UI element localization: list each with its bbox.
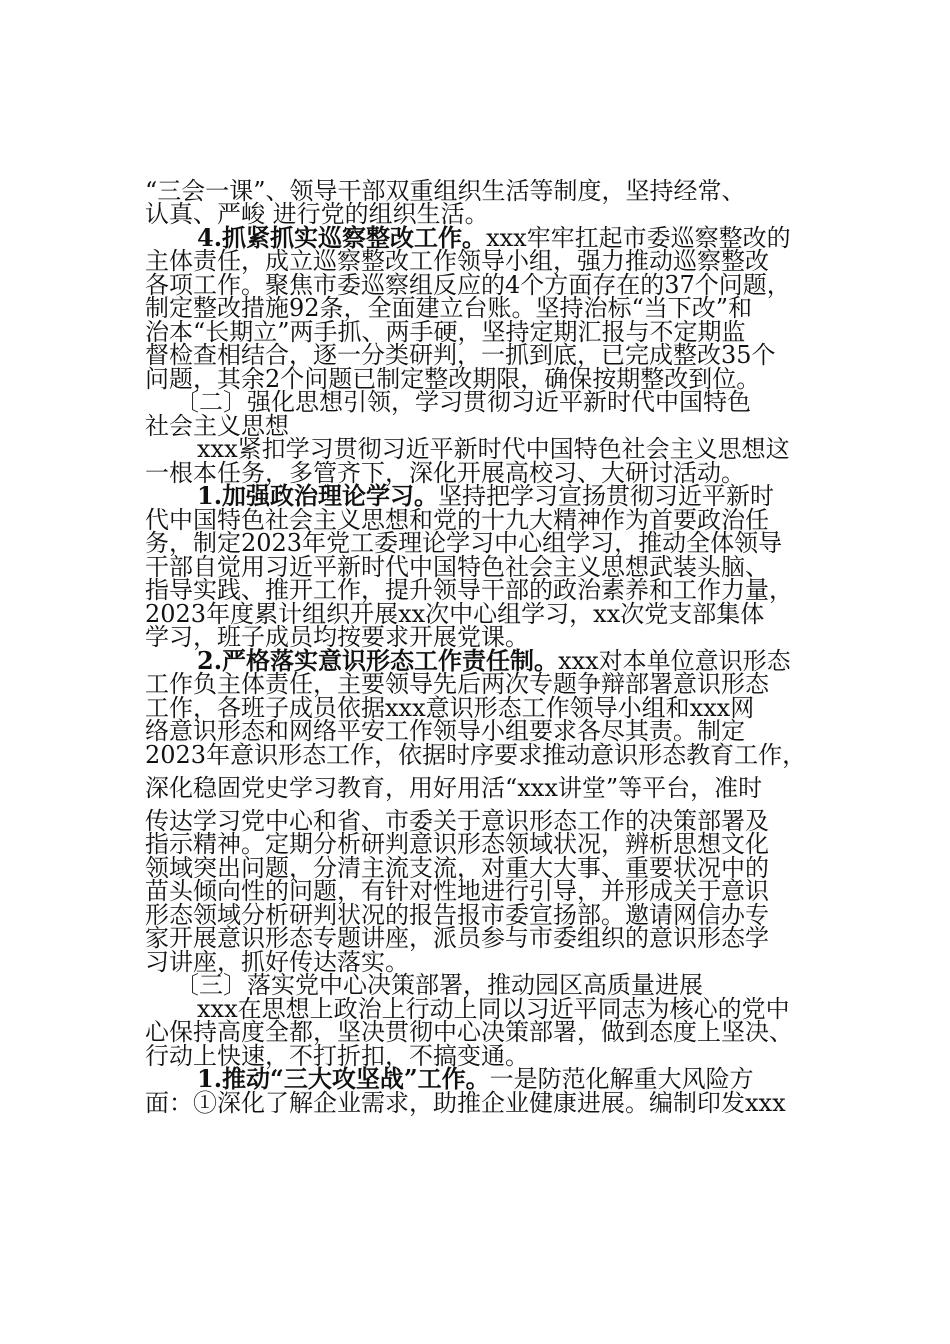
text-run: 工作，各班子成员依据xxx意识形态工作领导小组和xxx网 bbox=[145, 694, 755, 722]
section-heading: 2.严格落实意识形态工作责任制。 bbox=[197, 646, 559, 675]
text-run: 深化稳固党史学习教育，用好用活“xxx讲堂”等平台，准时 bbox=[145, 774, 763, 802]
text-run: 络意识形态和网络平安工作领导小组要求各尽其责。制定 bbox=[145, 717, 745, 745]
text-run: 家开展意识形态专题讲座，派员参与市委组织的意识形态学 bbox=[145, 924, 769, 952]
subsection-heading: 社会主义思想 bbox=[145, 412, 289, 440]
text-run: 习讲座，抓好传达落实。 bbox=[145, 948, 409, 976]
text-run: 认真、严峻 进行党的组织生活。 bbox=[145, 200, 489, 228]
text-run: 指示精神。定期分析研判意识形态领域状况，辨析思想文化 bbox=[145, 830, 769, 858]
text-run: 形态领域分析研判状况的报告报市委宣扬部。邀请网信办专 bbox=[145, 901, 769, 929]
text-run: xxx牢牢扛起市委巡察整改的 bbox=[486, 224, 791, 252]
text-run: 代中国特色社会主义思想和党的十九大精神作为首要政治任 bbox=[145, 506, 769, 534]
text-run: 主体责任，成立巡察整改工作领导小组，强力推动巡察整改 bbox=[145, 247, 769, 275]
section-heading: 4.抓紧抓实巡察整改工作。 bbox=[197, 223, 487, 252]
section-heading: 1.加强政治理论学习。 bbox=[197, 481, 439, 510]
text-run: 传达学习党中心和省、市委关于意识形态工作的决策部署及 bbox=[145, 807, 769, 835]
text-run: 领域突出问题，分清主流支流，对重大大事、重要状况中的 bbox=[145, 854, 769, 882]
text-run: 坚持把学习宣扬贯彻习近平新时 bbox=[438, 482, 775, 510]
text-run: 面：①深化了解企业需求，助推企业健康进展。编制印发xxx bbox=[145, 1089, 786, 1117]
text-run: 督检查相结合，逐一分类研判，一抓到底，已完成整改35个 bbox=[145, 341, 776, 369]
text-run: 干部自觉用习近平新时代中国特色社会主义思想武装头脑、 bbox=[145, 553, 769, 581]
text-run: “三会一课”、领导干部双重组织生活等制度，坚持经常、 bbox=[145, 177, 746, 205]
text-line bbox=[145, 740, 815, 770]
text-run: 一根本任务，多管齐下，深化开展高校习、大研讨活动。 bbox=[145, 459, 745, 487]
text-run: 学习，班子成员均按要求开展党课。 bbox=[145, 623, 529, 651]
text-run: 问题，其余2个问题已制定整改期限，确保按期整改到位。 bbox=[145, 365, 761, 393]
text-run: 制定整改措施92条，全面建立台账。坚持治标“当下改”和 bbox=[145, 294, 753, 322]
text-run: 一是防范化解重大风险方 bbox=[489, 1065, 754, 1093]
text-run: 工作负主体责任，主要领导先后两次专题争辩部署意识形态 bbox=[145, 670, 769, 698]
text-line bbox=[145, 1088, 815, 1118]
text-run: 2023年度累计组织开展xx次中心组学习，xx次党支部集体 bbox=[145, 600, 765, 628]
section-heading: 1.推动“三大攻坚战”工作。 bbox=[197, 1064, 490, 1093]
text-run: 行动上快速，不打折扣，不搞变通。 bbox=[145, 1042, 529, 1070]
text-run: 苗头倾向性的问题，有针对性地进行引导，并形成关于意识 bbox=[145, 877, 769, 905]
subsection-heading: 〔二〕强化思想引领，学习贯彻习近平新时代中国特色 bbox=[175, 388, 751, 416]
text-run: 指导实践、推开工作，提升领导干部的政治素养和工作力量， bbox=[145, 576, 793, 604]
text-line bbox=[145, 773, 815, 803]
text-run: xxx紧扣学习贯彻习近平新时代中国特色社会主义思想这 bbox=[197, 435, 790, 463]
text-run: xxx对本单位意识形态 bbox=[558, 647, 791, 675]
text-run: 心保持高度全都，坚决贯彻中心决策部署，做到态度上坚决、 bbox=[145, 1018, 793, 1046]
text-run: 务，制定2023年党工委理论学习中心组学习，推动全体领导 bbox=[145, 529, 783, 557]
text-run: 各项工作。聚焦市委巡察组反应的4个方面存在的37个问题， bbox=[145, 271, 791, 299]
text-run: 2023年意识形态工作，依据时序要求推动意识形态教育工作， bbox=[145, 741, 807, 769]
text-run: 治本“长期立”两手抓、两手硬，坚持定期汇报与不定期监 bbox=[145, 318, 746, 346]
subsection-heading: 〔三〕落实党中心决策部署，推动园区高质量进展 bbox=[175, 971, 703, 999]
text-run: xxx在思想上政治上行动上同以习近平同志为核心的党中 bbox=[197, 995, 790, 1023]
